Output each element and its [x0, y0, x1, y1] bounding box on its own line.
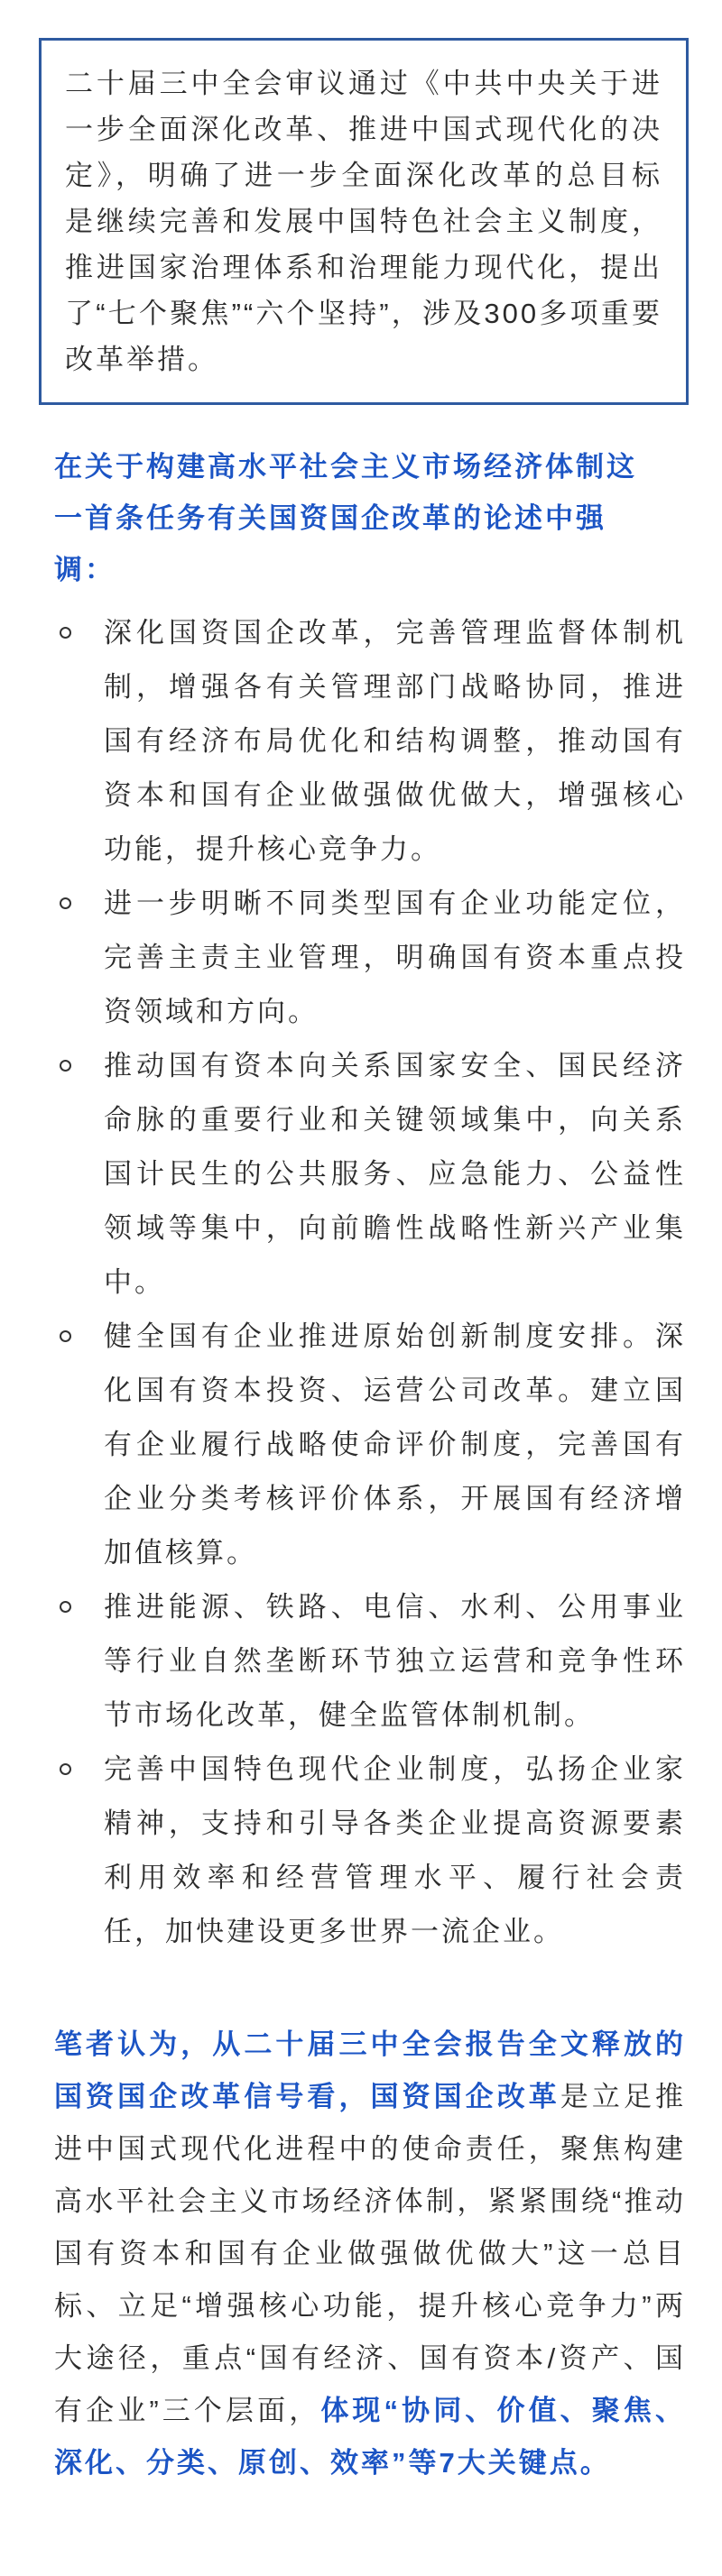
closing-emphasis-text: 笔者认为，从二十届三中全会报告全文释放的国资国企改革信号看，国资国企改革: [54, 2029, 686, 2112]
circle-bullet-icon: [60, 1601, 71, 1613]
list-item-text: 完善中国特色现代企业制度，弘扬企业家精神，支持和引导各类企业提高资源要素利用效率和经营管理水平、履行社会责任，加快建设更多世界一流企业。: [104, 1753, 686, 1947]
list-item: [54, 606, 686, 877]
intro-summary-box: [39, 38, 689, 405]
list-item-text: 深化国资国企改革，完善管理监督体制机制，增强各有关管理部门战略协同，推进国有经济布局优化和结构调整，推动国有资本和国有企业做强做优做大，增强核心功能，提升核心竞争力。: [104, 617, 686, 865]
list-item: [54, 1039, 686, 1310]
closing-paragraph: [54, 2019, 686, 2489]
circle-bullet-icon: [60, 627, 71, 639]
closing-emphasis-text: 体现“协同、价值、聚焦、深化、分类、原创、效率”等7大关键点。: [54, 2395, 687, 2479]
circle-bullet-icon: [60, 1330, 71, 1342]
circle-bullet-icon: [60, 1763, 71, 1775]
list-item: [54, 1580, 686, 1743]
list-item: [54, 877, 686, 1039]
list-item-text: 健全国有企业推进原始创新制度安排。深化国有资本投资、运营公司改革。建立国有企业履行战略使命评价制度，完善国有企业分类考核评价体系，开展国有经济增加值核算。: [104, 1320, 686, 1569]
section-heading: 在关于构建高水平社会主义市场经济体制这一首条任务有关国资国企改革的论述中强调：: [54, 451, 637, 585]
closing-body-text: 是立足推进中国式现代化进程中的使命责任，聚焦构建高水平社会主义市场经济体制，紧紧围绕“推动国有资本和国有企业做强做优做大”这一总目标、立足“增强核心功能，提升核心竞争力”两大途径，重点“国有经济、国有资本/资产、国有企业”三个层面，: [54, 2081, 687, 2426]
list-item-text: 推进能源、铁路、电信、水利、公用事业等行业自然垄断环节独立运营和竞争性环节市场化改革，健全监管体制机制。: [104, 1591, 686, 1731]
list-item-text: 进一步明晰不同类型国有企业功能定位，完善主责主业管理，明确国有资本重点投资领域和方向。: [104, 888, 686, 1027]
circle-bullet-icon: [60, 897, 71, 909]
list-item: [54, 1310, 686, 1580]
bullet-list: [54, 606, 686, 1959]
circle-bullet-icon: [60, 1060, 71, 1072]
list-item: [54, 1743, 686, 1959]
intro-summary-text: 二十届三中全会审议通过《中共中央关于进一步全面深化改革、推进中国式现代化的决定》，明确了进一步全面深化改革的总目标是继续完善和发展中国特色社会主义制度，推进国家治理体系和治理能力现代化，提出了“七个聚焦”“六个坚持”，涉及300多项重要改革举措。: [65, 68, 662, 375]
list-item-text: 推动国有资本向关系国家安全、国民经济命脉的重要行业和关键领域集中，向关系国计民生的公共服务、应急能力、公益性领域等集中，向前瞻性战略性新兴产业集中。: [104, 1050, 686, 1298]
